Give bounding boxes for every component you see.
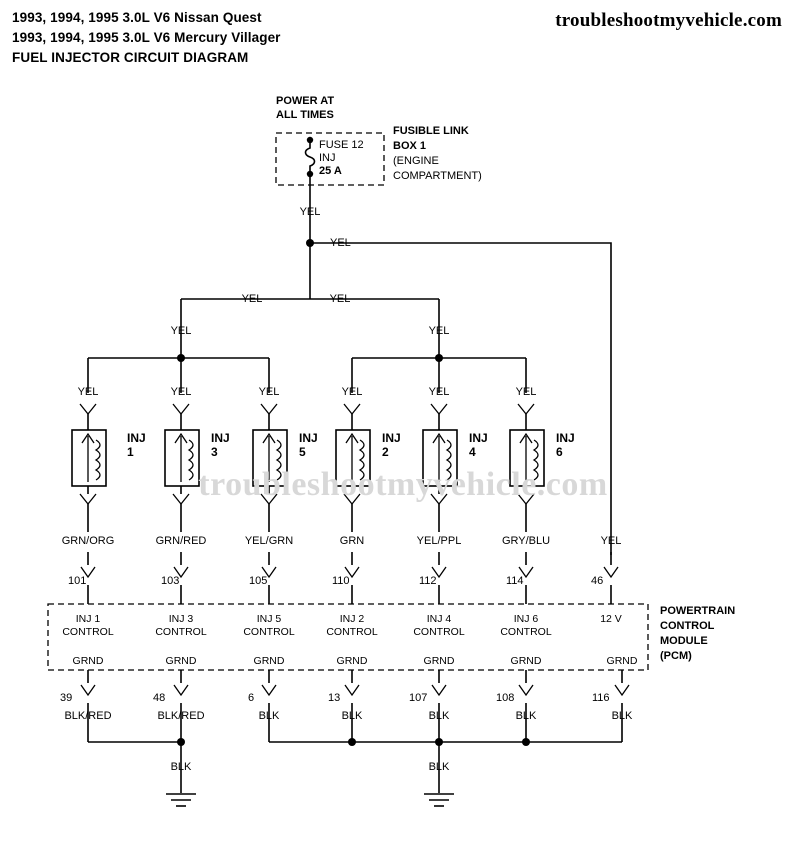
pcm-label-inj2-line2: CONTROL xyxy=(326,626,378,638)
fusebox-line-3: (ENGINE xyxy=(393,155,439,167)
title-line-3: FUEL INJECTOR CIRCUIT DIAGRAM xyxy=(12,50,249,65)
wire-label-feed-inj5: YEL xyxy=(258,386,280,398)
wire-label-ground-6: BLK xyxy=(258,710,280,722)
ground-pin-48: 48 xyxy=(153,692,166,704)
injector-number-6: 6 xyxy=(556,445,563,459)
injector-name-3: INJ xyxy=(211,431,230,445)
control-connector-arrows xyxy=(80,494,534,504)
pin-number-103: 103 xyxy=(161,575,180,587)
injector-number-1: 1 xyxy=(127,445,134,459)
wire-label-ground-13: BLK xyxy=(341,710,363,722)
injector-number-5: 5 xyxy=(299,445,306,459)
pcm-grnd-label-116: GRND xyxy=(606,655,638,667)
pcm-label-inj2-line1: INJ 2 xyxy=(339,613,365,625)
wire-label-ground-107: BLK xyxy=(428,710,450,722)
fuse-element xyxy=(306,141,315,174)
pcm-label-inj5-line1: INJ 5 xyxy=(256,613,282,625)
ground-pin-108: 108 xyxy=(496,692,515,704)
wire-label-control-inj1: GRN/ORG xyxy=(61,535,115,547)
pcm-title-line-2: CONTROL xyxy=(660,620,715,632)
pcm-label-inj4-line1: INJ 4 xyxy=(426,613,452,625)
wire-label-ground-108: BLK xyxy=(515,710,537,722)
wire-label-ground-right: BLK xyxy=(428,761,450,773)
pin-number-112: 112 xyxy=(419,575,437,587)
wire-label-control-inj2: GRN xyxy=(339,535,365,547)
pcm-label-inj3-line1: INJ 3 xyxy=(168,613,194,625)
wire-label-control-inj4: YEL/PPL xyxy=(416,535,462,547)
pin-number-105: 105 xyxy=(249,575,268,587)
pin-number-110: 110 xyxy=(332,575,350,587)
ground-pin-116: 116 xyxy=(592,692,610,704)
pcm-title-line-1: POWERTRAIN xyxy=(660,605,736,617)
wire-label-ground-116: BLK xyxy=(611,710,633,722)
pcm-title-line-3: MODULE xyxy=(660,635,708,647)
wire-label-branch-right: YEL xyxy=(330,237,351,249)
pcm-label-inj6-line1: INJ 6 xyxy=(513,613,539,625)
pcm-grnd-label-5: GRND xyxy=(253,655,285,667)
power-label-line-2: ALL TIMES xyxy=(276,109,334,121)
injector-number-3: 3 xyxy=(211,445,218,459)
fusebox-line-2: BOX 1 xyxy=(393,140,427,152)
wire-label-split-right: YEL xyxy=(329,293,351,305)
fuse-terminal-top xyxy=(307,137,313,143)
feed-branch-to-pcm-12v xyxy=(310,243,611,555)
fuse-rating: 25 A xyxy=(319,165,342,177)
pcm-ground-wires xyxy=(88,670,622,742)
ground-pin-107: 107 xyxy=(409,692,428,704)
title-line-1: 1993, 1994, 1995 3.0L V6 Nissan Quest xyxy=(12,10,262,25)
feed-connector-arrows xyxy=(80,404,534,414)
injector-name-2: INJ xyxy=(382,431,401,445)
power-label-line-1: POWER AT xyxy=(276,95,335,107)
watermark-text: troubleshootmyvehicle.com xyxy=(198,466,608,503)
wire-label-ground-48: BLK/RED xyxy=(157,710,205,722)
pcm-label-12v: 12 V xyxy=(600,613,622,625)
wire-label-control-inj3: GRN/RED xyxy=(155,535,207,547)
ground-pin-6: 6 xyxy=(248,692,255,704)
injector-name-4: INJ xyxy=(469,431,488,445)
pin-number-114: 114 xyxy=(506,575,524,587)
ground-junction-108 xyxy=(522,738,530,746)
wire-label-feed-inj2: YEL xyxy=(341,386,363,398)
pcm-grnd-label-6: GRND xyxy=(510,655,542,667)
pcm-label-inj3-line2: CONTROL xyxy=(155,626,207,638)
pcm-label-inj4-line2: CONTROL xyxy=(413,626,465,638)
fuse-circuit: INJ xyxy=(319,152,336,164)
site-url: troubleshootmyvehicle.com xyxy=(555,10,782,31)
wire-label-ground-left: BLK xyxy=(170,761,192,773)
feed-connector-stems xyxy=(88,414,526,430)
pcm-label-inj1-line2: CONTROL xyxy=(62,626,114,638)
wire-label-feed-inj4: YEL xyxy=(428,386,450,398)
wire-label-split-left: YEL xyxy=(241,293,263,305)
fusebox-line-4: COMPARTMENT) xyxy=(393,170,482,182)
control-wires-down xyxy=(88,486,526,532)
ground-junction-13 xyxy=(348,738,356,746)
pcm-label-inj1-line1: INJ 1 xyxy=(75,613,101,625)
injector-number-2: 2 xyxy=(382,445,389,459)
injector-name-6: INJ xyxy=(556,431,575,445)
wire-label-feed-inj1: YEL xyxy=(77,386,99,398)
pcm-grnd-label-1: GRND xyxy=(72,655,104,667)
pcm-grnd-label-4: GRND xyxy=(423,655,455,667)
injector-number-4: 4 xyxy=(469,445,476,459)
wire-label-control-inj6: GRY/BLU xyxy=(501,535,551,547)
wire-label-control-inj5: YEL/GRN xyxy=(244,535,294,547)
pcm-grnd-label-2: GRND xyxy=(336,655,368,667)
injector-name-5: INJ xyxy=(299,431,318,445)
pcm-title-line-4: (PCM) xyxy=(660,650,692,662)
fuse-name: FUSE 12 xyxy=(319,139,364,151)
title-line-2: 1993, 1994, 1995 3.0L V6 Mercury Villager xyxy=(12,30,281,45)
wire-label-fuse-out: YEL xyxy=(299,206,321,218)
injector-name-1: INJ xyxy=(127,431,146,445)
pcm-label-inj6-line2: CONTROL xyxy=(500,626,552,638)
pcm-label-inj5-line2: CONTROL xyxy=(243,626,295,638)
fusebox-line-1: FUSIBLE LINK xyxy=(393,125,469,137)
wire-label-ground-39: BLK/RED xyxy=(64,710,112,722)
pin-number-46: 46 xyxy=(591,575,604,587)
ground-pin-13: 13 xyxy=(328,692,341,704)
ground-pin-39: 39 xyxy=(60,692,73,704)
wire-label-left-trunk: YEL xyxy=(170,325,192,337)
wire-label-power-feed-pcm: YEL xyxy=(600,535,622,547)
wire-label-feed-inj6: YEL xyxy=(515,386,537,398)
wire-label-right-trunk: YEL xyxy=(428,325,450,337)
wire-label-feed-inj3: YEL xyxy=(170,386,192,398)
pcm-grnd-label-3: GRND xyxy=(165,655,197,667)
pin-number-101: 101 xyxy=(68,575,87,587)
